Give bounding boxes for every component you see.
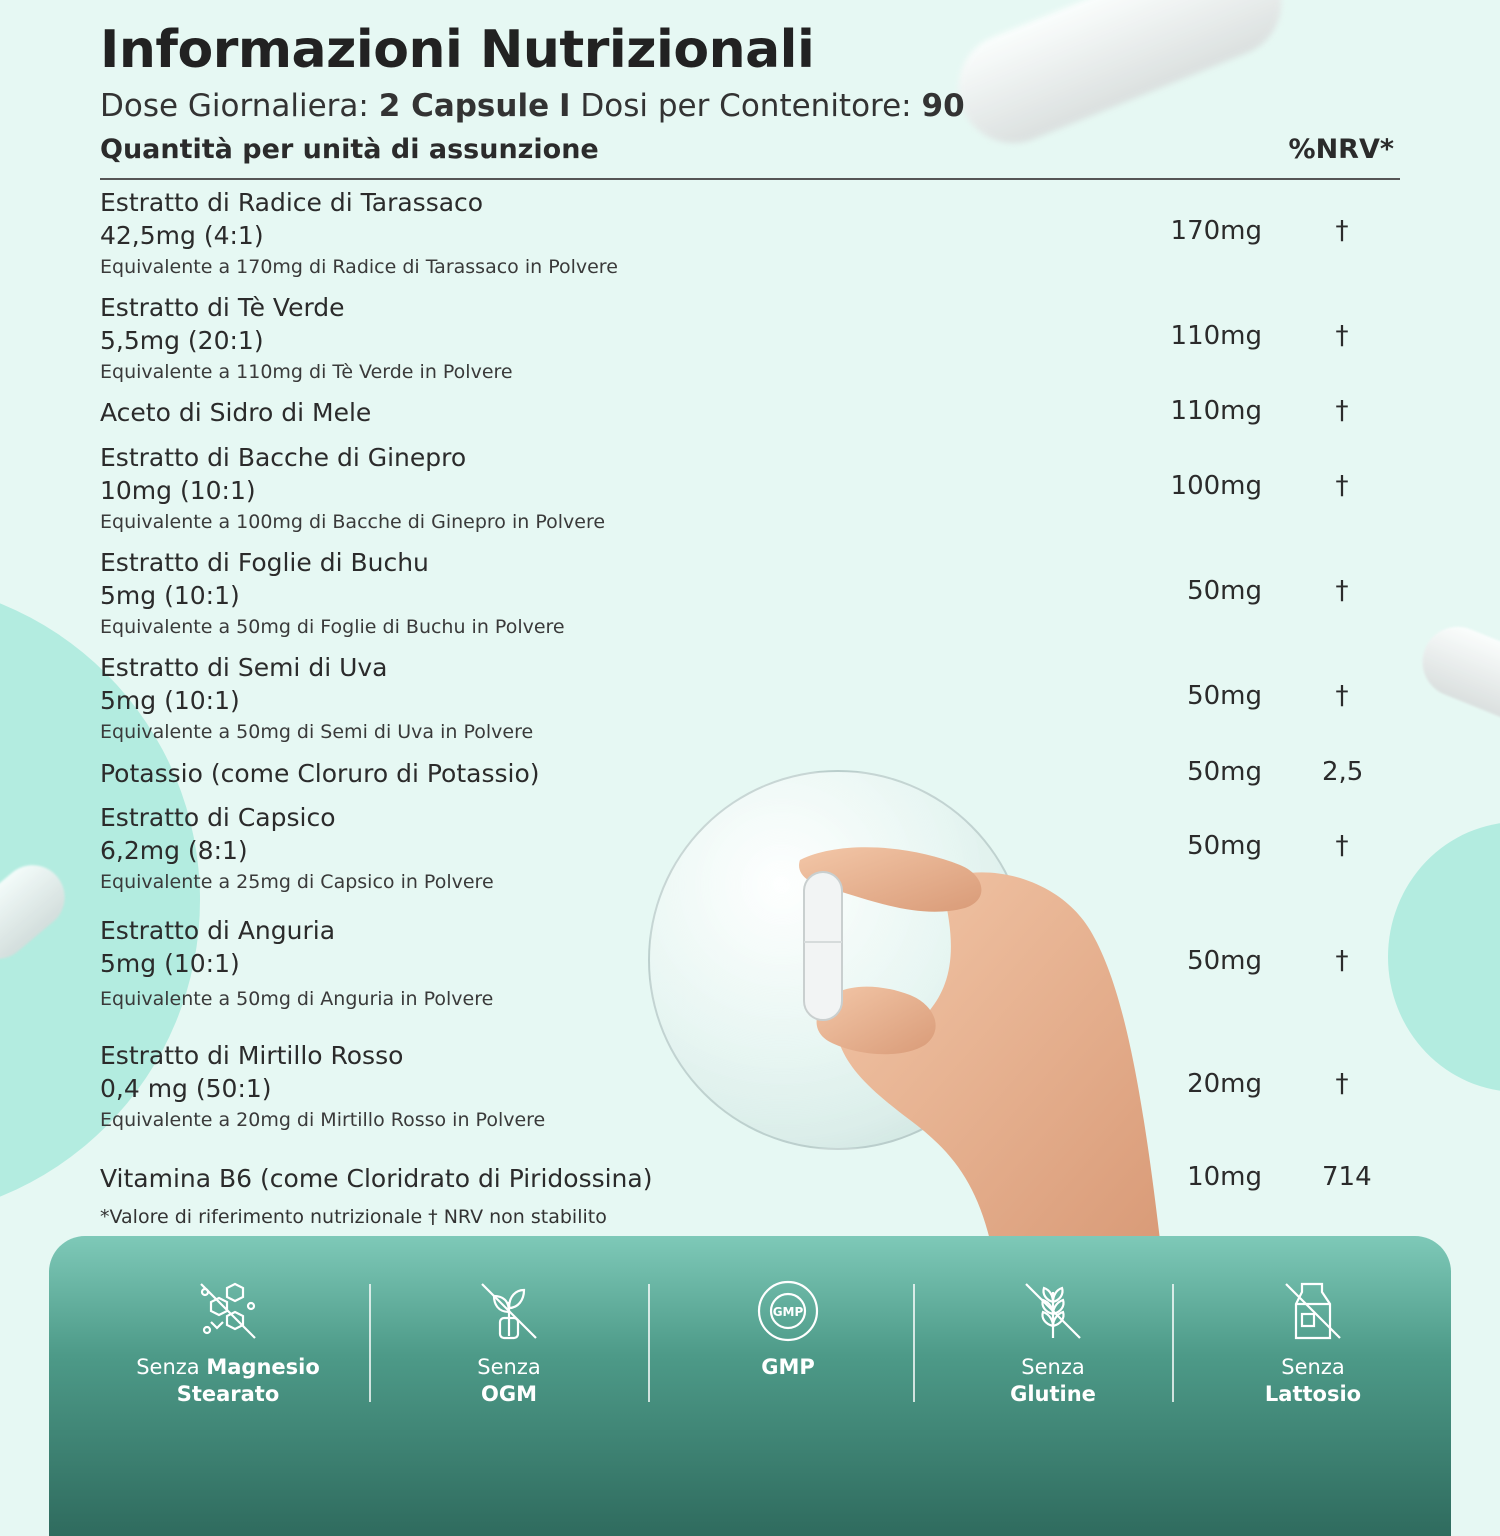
- ingredient-nrv: †: [1335, 321, 1349, 351]
- badge-divider: [1172, 1284, 1174, 1402]
- ingredient-amount: 50mg: [1187, 757, 1262, 787]
- ingredient-extract-dose: 0,4 mg (50:1): [100, 1074, 272, 1103]
- ingredient-equivalent: Equivalente a 110mg di Tè Verde in Polvere: [100, 361, 513, 383]
- ingredient-name: Estratto di Mirtillo Rosso: [100, 1041, 404, 1070]
- quantity-header: Quantità per unità di assunzione: [100, 134, 599, 165]
- badge-line1: Senza: [1281, 1355, 1345, 1379]
- badge-line2: Stearato: [176, 1382, 280, 1406]
- ingredient-nrv: †: [1335, 831, 1349, 861]
- ingredient-nrv: †: [1335, 471, 1349, 501]
- badge-line1: Senza: [1021, 1355, 1085, 1379]
- badge-line2: GMP: [761, 1355, 815, 1379]
- badge-no-magnesium-stearate: [98, 1278, 358, 1408]
- ingredient-nrv: †: [1335, 216, 1349, 246]
- ingredient-extract-dose: 5mg (10:1): [100, 686, 240, 715]
- ingredient-name: Estratto di Foglie di Buchu: [100, 548, 429, 577]
- badge-divider: [913, 1284, 915, 1402]
- badge-line1: Senza: [136, 1355, 200, 1379]
- no-magnesium-stearate-icon: [195, 1278, 261, 1344]
- ingredient-name: Potassio (come Cloruro di Potassio): [100, 759, 540, 788]
- ingredient-amount: 50mg: [1187, 681, 1262, 711]
- table-header: [100, 134, 1400, 180]
- ingredient-extract-dose: 10mg (10:1): [100, 476, 256, 505]
- ingredient-nrv: †: [1335, 946, 1349, 976]
- ingredient-nrv: †: [1335, 576, 1349, 606]
- table-row: [100, 291, 1400, 386]
- ingredient-name: Estratto di Tè Verde: [100, 293, 345, 322]
- badge-line2: Lattosio: [1264, 1382, 1362, 1406]
- badge-line2: Glutine: [1010, 1382, 1096, 1406]
- table-row: [100, 441, 1400, 536]
- ingredient-amount: 50mg: [1187, 831, 1262, 861]
- ingredient-amount: 10mg: [1187, 1162, 1262, 1192]
- ingredient-nrv: †: [1335, 396, 1349, 426]
- ingredient-equivalent: Equivalente a 170mg di Radice di Tarassaco in Polvere: [100, 256, 618, 278]
- dose-line: [100, 88, 965, 124]
- ingredient-amount: 50mg: [1187, 946, 1262, 976]
- badge-no-gmo: [379, 1278, 639, 1408]
- table-row: [100, 1039, 1400, 1134]
- ingredient-amount: 170mg: [1170, 216, 1262, 246]
- daily-dose-label: Dose Giornaliera:: [100, 88, 369, 124]
- decorative-circle-right: [1388, 822, 1500, 1092]
- ingredient-name: Vitamina B6 (come Cloridrato di Piridossina): [100, 1164, 653, 1193]
- nrv-header: %NRV*: [1288, 134, 1394, 165]
- ingredient-extract-dose: 5mg (10:1): [100, 949, 240, 978]
- ingredient-extract-dose: 5mg (10:1): [100, 581, 240, 610]
- page-title: Informazioni Nutrizionali: [100, 20, 815, 80]
- gmp-seal-text: GMP: [772, 1305, 804, 1319]
- badge-line1-bold: Magnesio: [206, 1355, 320, 1379]
- ingredient-amount: 20mg: [1187, 1069, 1262, 1099]
- ingredient-extract-dose: 42,5mg (4:1): [100, 221, 264, 250]
- ingredient-name: Estratto di Anguria: [100, 916, 336, 945]
- badge-no-gluten: [923, 1278, 1183, 1408]
- badge-divider: [648, 1284, 650, 1402]
- dose-separator: I: [558, 88, 571, 124]
- table-row: [100, 396, 1400, 429]
- ingredient-name: Estratto di Capsico: [100, 803, 336, 832]
- ingredient-amount: 50mg: [1187, 576, 1262, 606]
- ingredient-amount: 110mg: [1170, 321, 1262, 351]
- nrv-footnote: *Valore di riferimento nutrizionale † NRV non stabilito: [100, 1206, 607, 1228]
- ingredient-equivalent: Equivalente a 25mg di Capsico in Polvere: [100, 871, 494, 893]
- table-row: [100, 801, 1400, 896]
- ingredient-nrv: 714: [1322, 1162, 1372, 1192]
- ingredient-extract-dose: 6,2mg (8:1): [100, 836, 248, 865]
- ingredient-amount: 110mg: [1170, 396, 1262, 426]
- table-row: [100, 546, 1400, 641]
- ingredient-nrv: †: [1335, 681, 1349, 711]
- ingredient-equivalent: Equivalente a 50mg di Semi di Uva in Polvere: [100, 721, 534, 743]
- table-row: [100, 1162, 1400, 1195]
- ingredient-equivalent: Equivalente a 50mg di Anguria in Polvere: [100, 988, 494, 1010]
- no-lactose-icon: [1280, 1278, 1346, 1344]
- badge-gmp: [658, 1278, 918, 1381]
- ingredient-name: Estratto di Semi di Uva: [100, 653, 388, 682]
- ingredient-extract-dose: 5,5mg (20:1): [100, 326, 264, 355]
- badge-no-lactose: [1183, 1278, 1443, 1408]
- per-container-label: Dosi per Contenitore:: [580, 88, 912, 124]
- daily-dose-value: 2 Capsule: [378, 88, 550, 124]
- ingredient-name: Estratto di Radice di Tarassaco: [100, 188, 484, 217]
- ingredient-name: Estratto di Bacche di Ginepro: [100, 443, 467, 472]
- badge-line2: OGM: [481, 1382, 537, 1406]
- gmp-seal-icon: [755, 1278, 821, 1344]
- table-row: [100, 914, 1400, 1013]
- table-row: [100, 757, 1400, 790]
- ingredient-nrv: 2,5: [1322, 757, 1364, 787]
- ingredient-equivalent: Equivalente a 50mg di Foglie di Buchu in Polvere: [100, 616, 565, 638]
- table-row: [100, 186, 1400, 281]
- badge-divider: [369, 1284, 371, 1402]
- no-gluten-icon: [1020, 1278, 1086, 1344]
- ingredient-amount: 100mg: [1170, 471, 1262, 501]
- no-gmo-icon: [476, 1278, 542, 1344]
- table-row: [100, 651, 1400, 746]
- per-container-value: 90: [921, 88, 965, 124]
- decorative-capsule-right: [1412, 616, 1500, 733]
- ingredient-equivalent: Equivalente a 20mg di Mirtillo Rosso in Polvere: [100, 1109, 546, 1131]
- ingredient-equivalent: Equivalente a 100mg di Bacche di Ginepro in Polvere: [100, 511, 606, 533]
- ingredient-name: Aceto di Sidro di Mele: [100, 398, 372, 427]
- badge-line1: Senza: [477, 1355, 541, 1379]
- ingredient-nrv: †: [1335, 1069, 1349, 1099]
